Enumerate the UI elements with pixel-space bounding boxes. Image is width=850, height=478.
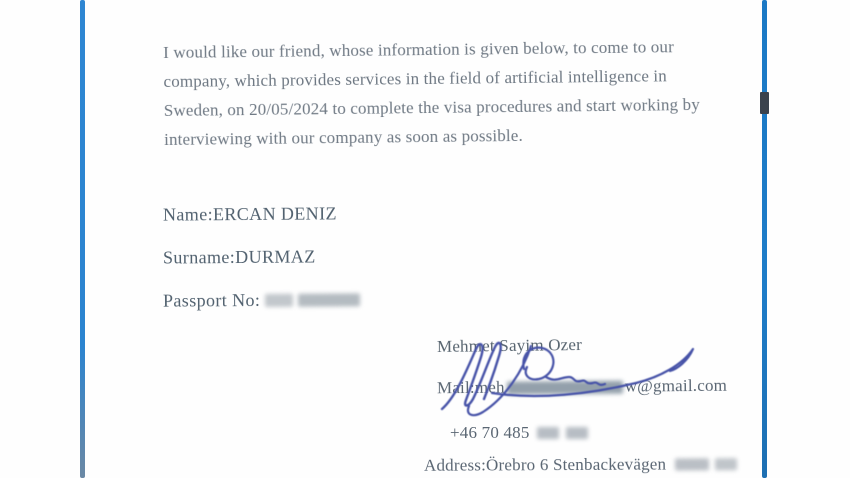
paragraph-line-2: company, which provides services in the field of artificial intelligence in <box>163 66 668 91</box>
email-suffix: w@gmail.com <box>624 375 728 396</box>
paragraph-line-4: interviewing with our company as soon as possible. <box>164 125 524 149</box>
signer-name: Mehmet Sayim Ozer <box>436 334 583 357</box>
scan-artifact-marker <box>760 92 769 114</box>
paragraph-line-3: Sweden, on 20/05/2024 to complete the visa procedures and start working by <box>163 94 701 120</box>
email-prefix: Mail:meh <box>436 377 505 398</box>
signature-scribble <box>434 334 702 417</box>
redacted-passport-number-part2 <box>298 293 360 306</box>
phone-line <box>450 423 588 443</box>
field-surname: Surname:DURMAZ <box>162 246 316 268</box>
letter-paragraph <box>163 32 700 154</box>
scan-border-left <box>80 0 85 478</box>
paragraph-line-1: I would like our friend, whose information is given below, to come to our <box>163 37 675 62</box>
redacted-phone-part2 <box>566 427 588 439</box>
redacted-phone-part1 <box>537 427 559 439</box>
redacted-passport-number-part1 <box>265 294 293 307</box>
field-passport <box>163 289 360 311</box>
scan-border-right <box>762 0 767 478</box>
redacted-address-part2 <box>715 458 737 470</box>
field-name: Name:ERCAN DENIZ <box>162 203 337 225</box>
redacted-address-part1 <box>675 458 709 470</box>
phone-number-visible: +46 70 485 <box>450 423 530 442</box>
address-line <box>424 454 737 476</box>
address-visible: Address:Örebro 6 Stenbackevägen <box>423 454 667 475</box>
passport-label: Passport No: <box>162 290 261 311</box>
